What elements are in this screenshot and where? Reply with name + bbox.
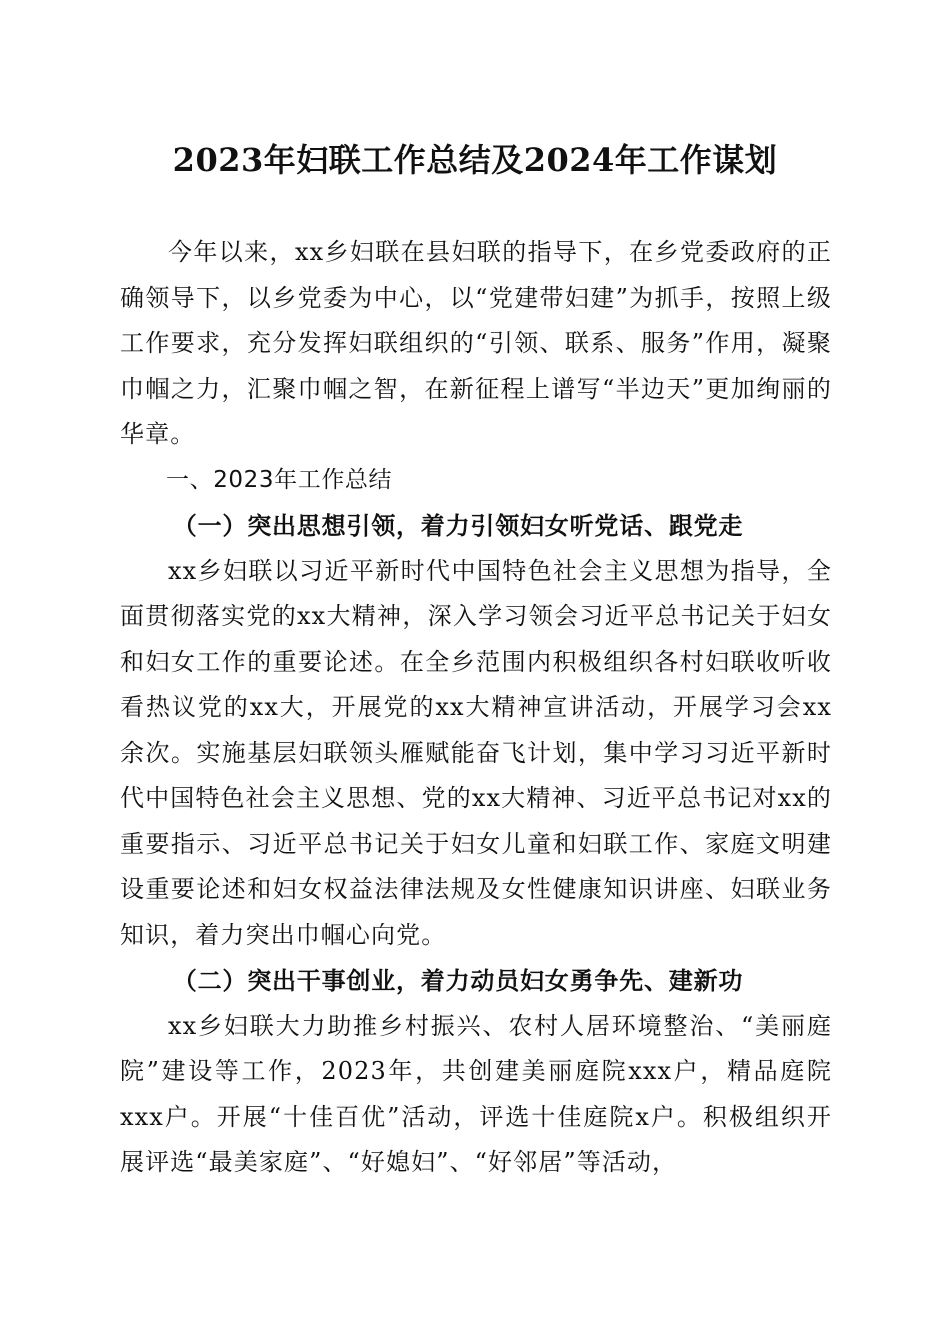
section-heading-summary-2023: 一、2023年工作总结 — [166, 466, 393, 493]
document-title: 2023年妇联工作总结及2024年工作谋划 — [172, 141, 778, 179]
entrepreneurship-paragraph: xx乡妇联大力助推乡村振兴、农村人居环境整治、“美丽庭院”建设等工作，2023年，共创建美丽庭院xxx户，精品庭院xxx户。开展“十佳百优”活动，评选十佳庭院x户。积极组织开展评选“最美家庭”、“好媳妇”、“好邻居”等活动， — [120, 1011, 832, 1176]
subsection-heading-entrepreneurship: （二）突出干事创业，着力动员妇女勇争先、建新功 — [172, 966, 744, 995]
document-body — [120, 230, 832, 1186]
ideological-guidance-paragraph: xx乡妇联以习近平新时代中国特色社会主义思想为指导，全面贯彻落实党的xx大精神，深入学习领会习近平总书记关于妇女和妇女工作的重要论述。在全乡范围内积极组织各村妇联收听收看热议党的xx大，开展党的xx大精神宣讲活动，开展学习会xx余次。实施基层妇联领头雁赋能奋飞计划，集中学习习近平新时代中国特色社会主义思想、党的xx大精神、习近平总书记对xx的重要指示、习近平总书记关于妇女儿童和妇联工作、家庭文明建设重要论述和妇女权益法律法规及女性健康知识讲座、妇联业务知识，着力突出巾帼心向党。 — [120, 556, 832, 949]
subsection-heading-ideological-guidance: （一）突出思想引领，着力引领妇女听党话、跟党走 — [172, 511, 744, 540]
intro-paragraph: 今年以来，xx乡妇联在县妇联的指导下，在乡党委政府的正确领导下，以乡党委为中心，以“党建带妇建”为抓手，按照上级工作要求，充分发挥妇联组织的“引领、联系、服务”作用，凝聚巾帼之力，汇聚巾帼之智，在新征程上谱写“半边天”更加绚丽的华章。 — [120, 238, 832, 448]
